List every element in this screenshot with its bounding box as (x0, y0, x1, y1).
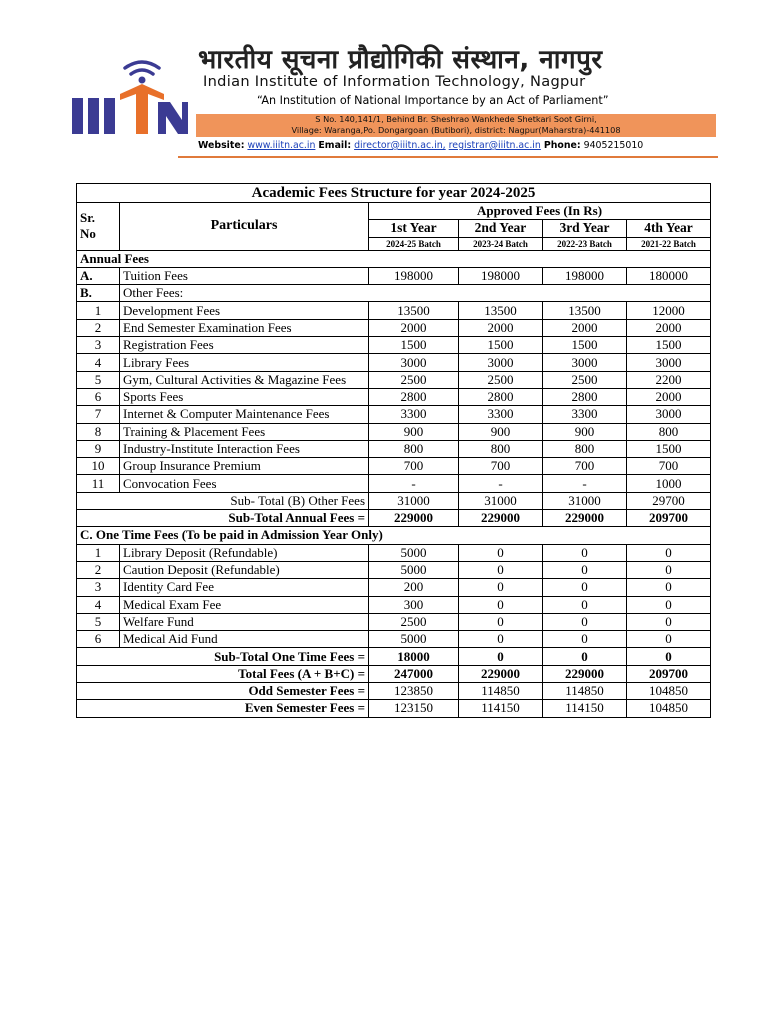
row-fee-value: 900 (369, 423, 459, 440)
row-fee-value: 2800 (369, 388, 459, 405)
row-fee-value: 900 (543, 423, 627, 440)
subtotal-one-time-value: 18000 (369, 648, 459, 665)
table-title-row (77, 184, 711, 203)
row-fee-value: 3000 (627, 406, 711, 423)
one-time-section-row (77, 527, 711, 544)
year-header: 3rd Year (543, 220, 627, 237)
total-fees-label: Total Fees (A + B+C) = (77, 665, 369, 682)
subtotal-annual-value: 209700 (627, 510, 711, 527)
row-fee-value: 2000 (459, 319, 543, 336)
subtotal-one-time-value: 0 (543, 648, 627, 665)
other-fees-label: Other Fees: (120, 285, 711, 302)
phone-label: Phone: (543, 140, 581, 151)
other-fee-row (77, 354, 711, 371)
row-sr: 8 (77, 423, 120, 440)
row-fee-value: 0 (543, 544, 627, 561)
row-particular: Medical Exam Fee (120, 596, 369, 613)
row-fee-value: 700 (369, 458, 459, 475)
row-sr: 4 (77, 354, 120, 371)
tuition-value: 198000 (459, 267, 543, 284)
row-fee-value: 3000 (459, 354, 543, 371)
row-sr: 10 (77, 458, 120, 475)
row-fee-value: 700 (627, 458, 711, 475)
row-sr: 2 (77, 319, 120, 336)
row-sr: 3 (77, 337, 120, 354)
one-time-fee-row (77, 596, 711, 613)
row-particular: Convocation Fees (120, 475, 369, 492)
row-sr: 11 (77, 475, 120, 492)
row-fee-value: 2000 (627, 319, 711, 336)
batch-header: 2022-23 Batch (543, 237, 627, 250)
one-time-fee-row (77, 544, 711, 561)
odd-semester-value: 114850 (543, 683, 627, 700)
tuition-row (77, 267, 711, 284)
row-particular: Internet & Computer Maintenance Fees (120, 406, 369, 423)
row-fee-value: 2000 (369, 319, 459, 336)
approved-fees-header: Approved Fees (In Rs) (369, 203, 711, 220)
row-fee-value: 0 (627, 596, 711, 613)
row-fee-value: 0 (627, 613, 711, 630)
tuition-value: 180000 (627, 267, 711, 284)
row-fee-value: 0 (459, 613, 543, 630)
odd-semester-label: Odd Semester Fees = (77, 683, 369, 700)
address-line-1: S No. 140,141/1, Behind Br. Sheshrao Wankhede Shetkari Soot Girni, (315, 114, 597, 124)
subtotal-annual-value: 229000 (543, 510, 627, 527)
row-fee-value: 1500 (369, 337, 459, 354)
row-particular: Training & Placement Fees (120, 423, 369, 440)
row-particular: Development Fees (120, 302, 369, 319)
row-particular: Identity Card Fee (120, 579, 369, 596)
row-fee-value: 700 (543, 458, 627, 475)
row-fee-value: 2800 (459, 388, 543, 405)
total-fees-value: 209700 (627, 665, 711, 682)
subtotal-annual-row (77, 510, 711, 527)
subtotal-annual-label: Sub-Total Annual Fees = (77, 510, 369, 527)
row-fee-value: 0 (459, 596, 543, 613)
total-fees-value: 229000 (459, 665, 543, 682)
fees-table (76, 183, 711, 718)
institute-motto: “An Institution of National Importance by an Act of Parliament” (257, 94, 609, 107)
other-fee-row (77, 388, 711, 405)
total-fees-value: 247000 (369, 665, 459, 682)
subtotal-one-time-value: 0 (459, 648, 543, 665)
iiitn-logo (70, 58, 190, 140)
row-sr: 1 (77, 544, 120, 561)
row-sr: 5 (77, 613, 120, 630)
row-fee-value: 0 (459, 631, 543, 648)
row-fee-value: 800 (543, 440, 627, 457)
row-fee-value: 800 (369, 440, 459, 457)
header-divider (178, 156, 718, 158)
email-label: Email: (318, 140, 352, 151)
other-fees-row (77, 285, 711, 302)
row-sr: 6 (77, 388, 120, 405)
address-line-2: Village: Waranga,Po. Dongargoan (Butibori), district: Nagpur(Maharstra)-441108 (291, 125, 621, 135)
row-particular: End Semester Examination Fees (120, 319, 369, 336)
row-sr: 7 (77, 406, 120, 423)
row-particular: Library Fees (120, 354, 369, 371)
subtotal-other-value: 31000 (543, 492, 627, 509)
subtotal-other-value: 31000 (459, 492, 543, 509)
tuition-sr: A. (77, 267, 120, 284)
batch-header: 2024-25 Batch (369, 237, 459, 250)
one-time-fee-row (77, 613, 711, 630)
even-semester-value: 114150 (543, 700, 627, 717)
other-fee-row (77, 302, 711, 319)
row-fee-value: - (543, 475, 627, 492)
subtotal-other-value: 31000 (369, 492, 459, 509)
row-fee-value: 200 (369, 579, 459, 596)
subtotal-other-label: Sub- Total (B) Other Fees (77, 492, 369, 509)
row-fee-value: 2500 (543, 371, 627, 388)
one-time-fee-row (77, 631, 711, 648)
row-sr: 9 (77, 440, 120, 457)
row-particular: Registration Fees (120, 337, 369, 354)
year-header: 4th Year (627, 220, 711, 237)
row-fee-value: 13500 (369, 302, 459, 319)
other-fee-row (77, 337, 711, 354)
one-time-fees-label: C. One Time Fees (To be paid in Admission Year Only) (77, 527, 711, 544)
row-particular: Medical Aid Fund (120, 631, 369, 648)
row-fee-value: 3300 (459, 406, 543, 423)
odd-semester-row (77, 683, 711, 700)
row-fee-value: 800 (627, 423, 711, 440)
tuition-value: 198000 (369, 267, 459, 284)
row-fee-value: 2500 (459, 371, 543, 388)
total-fees-row (77, 665, 711, 682)
even-semester-value: 104850 (627, 700, 711, 717)
row-particular: Library Deposit (Refundable) (120, 544, 369, 561)
odd-semester-value: 114850 (459, 683, 543, 700)
total-fees-value: 229000 (543, 665, 627, 682)
row-fee-value: 12000 (627, 302, 711, 319)
row-sr: 1 (77, 302, 120, 319)
row-fee-value: 13500 (459, 302, 543, 319)
row-fee-value: 0 (627, 579, 711, 596)
row-fee-value: 0 (627, 544, 711, 561)
row-fee-value: 5000 (369, 544, 459, 561)
row-fee-value: 0 (459, 544, 543, 561)
other-fees-sr: B. (77, 285, 120, 302)
year-header: 1st Year (369, 220, 459, 237)
even-semester-row (77, 700, 711, 717)
row-particular: Welfare Fund (120, 613, 369, 630)
even-semester-label: Even Semester Fees = (77, 700, 369, 717)
row-fee-value: - (369, 475, 459, 492)
row-fee-value: 0 (543, 579, 627, 596)
row-fee-value: 700 (459, 458, 543, 475)
batch-header: 2023-24 Batch (459, 237, 543, 250)
website-link[interactable]: www.iiitn.ac.in (247, 140, 316, 151)
row-fee-value: 1000 (627, 475, 711, 492)
row-fee-value: 3300 (369, 406, 459, 423)
subtotal-other-value: 29700 (627, 492, 711, 509)
row-particular: Industry-Institute Interaction Fees (120, 440, 369, 457)
row-fee-value: 1500 (459, 337, 543, 354)
row-fee-value: 3300 (543, 406, 627, 423)
odd-semester-value: 104850 (627, 683, 711, 700)
institute-name-english: Indian Institute of Information Technology, Nagpur (203, 73, 586, 90)
other-fee-row (77, 458, 711, 475)
other-fee-row (77, 475, 711, 492)
row-fee-value: 5000 (369, 631, 459, 648)
row-particular: Sports Fees (120, 388, 369, 405)
odd-semester-value: 123850 (369, 683, 459, 700)
email-link-registrar[interactable]: registrar@iiitn.ac.in (448, 140, 541, 151)
subtotal-other-row (77, 492, 711, 509)
other-fee-row (77, 423, 711, 440)
row-sr: 6 (77, 631, 120, 648)
row-particular: Gym, Cultural Activities & Magazine Fees (120, 371, 369, 388)
row-fee-value: 2500 (369, 371, 459, 388)
row-fee-value: 2500 (369, 613, 459, 630)
subtotal-annual-value: 229000 (369, 510, 459, 527)
other-fee-row (77, 371, 711, 388)
subtotal-one-time-row (77, 648, 711, 665)
website-label: Website: (198, 140, 245, 151)
sr-header-line2: No (80, 226, 96, 242)
row-fee-value: 0 (459, 579, 543, 596)
tuition-name: Tuition Fees (120, 267, 369, 284)
institute-name-hindi: भारतीय सूचना प्रौद्योगिकी संस्थान, नागपुर (198, 45, 603, 75)
row-fee-value: 3000 (369, 354, 459, 371)
row-fee-value: 300 (369, 596, 459, 613)
one-time-fee-row (77, 579, 711, 596)
header-row-1 (77, 203, 711, 220)
sr-header (77, 203, 120, 251)
one-time-fee-row (77, 561, 711, 578)
address-bar (196, 114, 716, 137)
row-fee-value: 0 (543, 613, 627, 630)
row-sr: 4 (77, 596, 120, 613)
other-fee-row (77, 440, 711, 457)
row-fee-value: 0 (543, 631, 627, 648)
row-fee-value: 0 (543, 596, 627, 613)
year-header: 2nd Year (459, 220, 543, 237)
row-fee-value: 5000 (369, 561, 459, 578)
sr-header-line1: Sr. (80, 210, 96, 226)
contact-line (198, 140, 643, 151)
even-semester-value: 123150 (369, 700, 459, 717)
other-fees-rows (77, 302, 711, 492)
other-fee-row (77, 406, 711, 423)
row-fee-value: 1500 (627, 337, 711, 354)
row-fee-value: 3000 (543, 354, 627, 371)
row-fee-value: 2000 (543, 319, 627, 336)
tuition-value: 198000 (543, 267, 627, 284)
row-fee-value: 1500 (543, 337, 627, 354)
row-sr: 3 (77, 579, 120, 596)
row-fee-value: 2000 (627, 388, 711, 405)
wifi-icon (125, 62, 159, 74)
letterhead (0, 0, 768, 165)
row-fee-value: 0 (627, 631, 711, 648)
row-fee-value: 2200 (627, 371, 711, 388)
row-fee-value: 0 (459, 561, 543, 578)
annual-fees-section-row (77, 250, 711, 267)
email-link-director[interactable]: director@iiitn.ac.in, (354, 140, 446, 151)
subtotal-one-time-label: Sub-Total One Time Fees = (77, 648, 369, 665)
row-fee-value: - (459, 475, 543, 492)
subtotal-annual-value: 229000 (459, 510, 543, 527)
other-fee-row (77, 319, 711, 336)
row-fee-value: 900 (459, 423, 543, 440)
row-sr: 2 (77, 561, 120, 578)
row-fee-value: 1500 (627, 440, 711, 457)
row-particular: Caution Deposit (Refundable) (120, 561, 369, 578)
batch-header: 2021-22 Batch (627, 237, 711, 250)
row-fee-value: 800 (459, 440, 543, 457)
annual-fees-label: Annual Fees (77, 250, 711, 267)
even-semester-value: 114150 (459, 700, 543, 717)
row-particular: Group Insurance Premium (120, 458, 369, 475)
particulars-header: Particulars (120, 203, 369, 251)
table-title: Academic Fees Structure for year 2024-2025 (77, 184, 711, 203)
subtotal-one-time-value: 0 (627, 648, 711, 665)
row-sr: 5 (77, 371, 120, 388)
row-fee-value: 0 (627, 561, 711, 578)
row-fee-value: 3000 (627, 354, 711, 371)
row-fee-value: 13500 (543, 302, 627, 319)
row-fee-value: 0 (543, 561, 627, 578)
one-time-fees-rows (77, 544, 711, 648)
row-fee-value: 2800 (543, 388, 627, 405)
phone-number: 9405215010 (583, 140, 644, 151)
